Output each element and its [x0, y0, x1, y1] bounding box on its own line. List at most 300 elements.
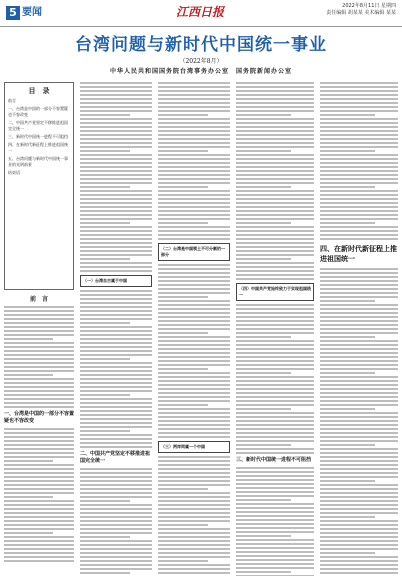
text-line [320, 332, 398, 334]
text-line [158, 214, 230, 216]
text-line [4, 520, 74, 522]
text-line [236, 400, 314, 402]
text-line [4, 370, 74, 372]
text-line [158, 380, 230, 382]
text-line [80, 154, 152, 156]
text-line [158, 556, 230, 558]
text-line [158, 280, 230, 282]
text-line [320, 564, 398, 566]
text-line [320, 130, 398, 132]
text-line [158, 484, 230, 486]
text-line [236, 316, 314, 318]
text-line [236, 86, 314, 88]
text-line [236, 515, 314, 517]
text-line [80, 560, 152, 562]
text-line [80, 366, 152, 368]
text-line [236, 138, 314, 140]
text-line [158, 82, 230, 84]
section-head: 二、中国共产党坚定不移推进祖国完全统一 [80, 451, 151, 464]
text-line [4, 394, 74, 396]
text-line [236, 523, 314, 525]
text-line [320, 480, 375, 482]
text-line [320, 280, 398, 282]
text-line [320, 214, 398, 216]
text-line [158, 360, 230, 362]
text-line [158, 396, 230, 398]
text-line [158, 388, 230, 390]
text-line [158, 304, 230, 306]
text-line [80, 130, 152, 132]
text-line [80, 442, 152, 444]
text-line [320, 432, 398, 434]
text-line [80, 214, 152, 216]
text-line [80, 426, 152, 428]
text-line [4, 504, 74, 506]
text-line [80, 210, 152, 212]
text-line [320, 222, 375, 224]
text-line [4, 548, 74, 550]
text-line [80, 568, 152, 570]
text-line [80, 504, 152, 506]
text-line [236, 360, 314, 362]
text-line [320, 400, 398, 402]
text-line [80, 422, 152, 424]
text-line [236, 114, 291, 116]
text-line [158, 186, 208, 188]
text-line [236, 278, 314, 280]
text-line [4, 512, 74, 514]
text-line [80, 218, 152, 220]
text-line [320, 424, 398, 426]
text-line [236, 238, 314, 240]
text-line [236, 412, 314, 414]
text-line [236, 262, 314, 264]
text-line [4, 378, 74, 380]
text-line [4, 310, 74, 312]
text-line [80, 572, 130, 574]
text-line [236, 214, 314, 216]
text-line [80, 254, 152, 256]
text-line [4, 330, 74, 332]
text-line [320, 492, 398, 494]
text-line [80, 394, 130, 396]
toc-item: 一、台湾是中国的一部分不容置疑也不容改变 [8, 106, 68, 117]
text-line [80, 536, 130, 538]
text-line [158, 210, 230, 212]
text-line [4, 552, 74, 554]
text-line [320, 500, 398, 502]
section-head: 一、台湾是中国的一部分不容置疑也不容改变 [4, 411, 74, 424]
text-line [80, 418, 152, 420]
text-line [320, 372, 375, 374]
column-1 [4, 306, 74, 576]
text-line [80, 146, 152, 148]
text-line [80, 434, 152, 436]
text-line [80, 122, 152, 124]
text-line [158, 178, 230, 180]
text-line [80, 338, 152, 340]
text-line [80, 370, 152, 372]
text-line [236, 547, 314, 549]
text-line [236, 444, 291, 446]
subsection-head: （二）台湾是中国领土不可分割的一部分 [158, 243, 230, 261]
text-line [80, 138, 152, 140]
text-line [158, 356, 230, 358]
text-line [80, 102, 152, 104]
text-line [236, 254, 314, 256]
text-line [158, 564, 230, 566]
text-line [320, 206, 398, 208]
text-line [158, 504, 230, 506]
text-line [236, 190, 314, 192]
text-line [320, 178, 398, 180]
article-issuer: 中华人民共和国国务院台湾事务办公室 国务院新闻办公室 [109, 68, 292, 75]
text-line [4, 448, 74, 450]
text-line [236, 258, 291, 260]
text-line [158, 98, 230, 100]
text-line [320, 420, 398, 422]
text-line [80, 206, 152, 208]
text-line [236, 380, 314, 382]
text-line [236, 182, 314, 184]
text-line [4, 500, 74, 502]
text-line [320, 110, 398, 112]
text-line [80, 524, 152, 526]
text-line [320, 106, 398, 108]
text-line [80, 314, 152, 316]
text-line [236, 495, 314, 497]
text-line [236, 388, 314, 390]
text-line [80, 516, 152, 518]
text-line [80, 484, 152, 486]
text-line [320, 174, 398, 176]
text-line [80, 118, 152, 120]
text-line [236, 344, 314, 346]
text-line [4, 544, 74, 546]
text-line [158, 202, 230, 204]
text-line [236, 487, 314, 489]
text-line [320, 146, 398, 148]
text-line [320, 86, 398, 88]
text-line [158, 146, 230, 148]
text-line [80, 186, 130, 188]
text-line [80, 334, 152, 336]
text-line [236, 82, 314, 84]
text-line [158, 432, 230, 434]
text-line [158, 312, 230, 314]
text-line [4, 540, 74, 542]
article-date: （2022年8月） [179, 58, 223, 65]
text-line [320, 532, 398, 534]
text-line [80, 98, 152, 100]
text-line [80, 532, 152, 534]
text-line [158, 320, 230, 322]
text-line [80, 508, 152, 510]
text-line [236, 162, 314, 164]
text-line [320, 504, 398, 506]
text-line [80, 346, 152, 348]
text-line [320, 392, 398, 394]
text-line [80, 126, 152, 128]
text-line [80, 500, 130, 502]
text-line [158, 332, 208, 334]
page-number: 5 [6, 6, 20, 20]
text-line [158, 158, 230, 160]
text-line [236, 234, 314, 236]
text-line [320, 134, 398, 136]
text-line [158, 412, 230, 414]
text-line [236, 348, 314, 350]
text-line [236, 174, 314, 176]
text-line [320, 162, 398, 164]
text-line [236, 416, 314, 418]
text-line [236, 194, 314, 196]
text-line [320, 496, 398, 498]
text-line [4, 406, 74, 408]
text-line [4, 472, 74, 474]
text-line [4, 508, 74, 510]
text-line [320, 484, 398, 486]
text-line [236, 575, 314, 576]
text-line [80, 294, 152, 296]
text-line [4, 532, 53, 534]
text-line [236, 448, 314, 450]
text-line [158, 218, 230, 220]
text-line [158, 376, 230, 378]
text-line [80, 266, 152, 268]
text-line [320, 356, 398, 358]
text-line [4, 362, 74, 364]
text-line [80, 512, 152, 514]
text-line [158, 226, 230, 228]
text-line [158, 500, 230, 502]
text-line [4, 560, 74, 562]
text-line [80, 82, 152, 84]
date-line-1: 2022年8月11日 星期四 [342, 3, 396, 9]
text-line [236, 499, 291, 501]
text-line [236, 106, 314, 108]
text-line [80, 226, 152, 228]
text-line [4, 492, 74, 494]
text-line [320, 556, 398, 558]
text-line [320, 364, 398, 366]
text-line [236, 467, 314, 469]
text-line [320, 114, 375, 116]
text-line [320, 468, 398, 470]
text-line [236, 471, 314, 473]
text-line [320, 412, 398, 414]
text-line [236, 356, 314, 358]
text-line [320, 336, 375, 338]
text-line [4, 322, 74, 324]
text-line [4, 452, 74, 454]
text-line [158, 344, 230, 346]
text-line [236, 312, 314, 314]
text-line [320, 560, 398, 562]
text-line [320, 540, 398, 542]
text-line [4, 524, 74, 526]
text-line [320, 376, 398, 378]
text-line [236, 266, 314, 268]
text-line [320, 568, 398, 570]
text-line [158, 324, 230, 326]
text-line [158, 300, 230, 302]
text-line [236, 110, 314, 112]
text-line [80, 318, 152, 320]
text-line [320, 284, 398, 286]
text-line [158, 540, 230, 542]
text-line [158, 348, 230, 350]
column-2 [80, 82, 152, 576]
text-line [80, 330, 152, 332]
text-line [320, 276, 398, 278]
text-line [4, 306, 74, 308]
text-line [236, 324, 314, 326]
newspaper-logo: 江西日报 [176, 5, 225, 19]
text-line [80, 552, 152, 554]
text-line [158, 536, 230, 538]
text-line [158, 520, 230, 522]
text-line [236, 154, 314, 156]
text-line [4, 346, 74, 348]
text-line [4, 456, 74, 458]
text-line [158, 308, 230, 310]
text-line [320, 154, 398, 156]
text-line [158, 142, 230, 144]
text-line [158, 372, 230, 374]
text-line [320, 150, 375, 152]
text-line [158, 194, 230, 196]
text-line [80, 174, 152, 176]
text-line [320, 292, 398, 294]
text-line [80, 544, 152, 546]
text-line [236, 340, 314, 342]
text-line [236, 226, 314, 228]
text-line [158, 114, 208, 116]
text-line [320, 170, 398, 172]
text-line [80, 106, 152, 108]
text-line [80, 90, 152, 92]
text-line [320, 126, 398, 128]
text-line [4, 326, 74, 328]
text-line [158, 472, 230, 474]
text-line [158, 496, 230, 498]
text-line [4, 528, 74, 530]
text-line [4, 366, 74, 368]
text-line [320, 384, 398, 386]
text-line [236, 250, 314, 252]
text-line [80, 472, 152, 474]
text-line [320, 210, 398, 212]
text-line [158, 408, 230, 410]
text-line [80, 134, 152, 136]
text-line [4, 516, 74, 518]
text-line [320, 408, 375, 410]
toc-item: 前言 [8, 98, 16, 103]
text-line [236, 452, 314, 454]
text-line [80, 548, 152, 550]
text-line [320, 416, 398, 418]
text-line [236, 408, 291, 410]
text-line [80, 290, 152, 292]
text-line [4, 464, 74, 466]
text-line [320, 444, 375, 446]
text-line [158, 238, 230, 240]
text-line [4, 444, 74, 446]
text-line [80, 382, 152, 384]
text-line [236, 150, 291, 152]
text-line [236, 352, 314, 354]
text-line [80, 238, 152, 240]
text-line [80, 378, 152, 380]
toc-item: 二、中国共产党坚定不移推进祖国完全统一 [8, 120, 68, 131]
table-of-contents [4, 82, 74, 290]
text-line [4, 488, 74, 490]
text-line [236, 404, 314, 406]
text-line [320, 448, 398, 450]
text-line [320, 194, 398, 196]
toc-item: 四、在新时代新征程上推进祖国统一 [8, 142, 68, 153]
text-line [80, 492, 152, 494]
text-line [158, 464, 230, 466]
text-line [158, 166, 230, 168]
text-line [4, 432, 74, 434]
text-line [80, 178, 152, 180]
text-line [80, 158, 152, 160]
subsection-head: （三）两岸同属一个中国 [158, 441, 230, 453]
text-line [80, 480, 152, 482]
text-line [80, 234, 152, 236]
date-line-2: 责任编辑 胡某某 美术编辑 某某 [326, 10, 396, 16]
text-line [158, 154, 230, 156]
text-line [236, 551, 314, 553]
text-line [158, 392, 230, 394]
text-line [158, 106, 230, 108]
text-line [320, 226, 398, 228]
text-line [158, 508, 230, 510]
text-line [320, 548, 398, 550]
text-line [236, 336, 291, 338]
text-line [4, 428, 74, 430]
text-line [158, 118, 230, 120]
text-line [320, 396, 398, 398]
text-line [158, 336, 230, 338]
text-line [158, 368, 208, 370]
text-line [80, 242, 152, 244]
text-line [80, 354, 152, 356]
text-line [320, 198, 398, 200]
text-line [158, 90, 230, 92]
text-line [236, 222, 291, 224]
text-line [80, 142, 152, 144]
text-line [236, 519, 314, 521]
text-line [320, 436, 398, 438]
text-line [320, 340, 398, 342]
article-headline: 台湾问题与新时代中国统一事业 [75, 35, 327, 55]
text-line [236, 142, 314, 144]
text-line [320, 316, 398, 318]
text-line [236, 483, 314, 485]
text-line [158, 544, 230, 546]
text-line [80, 402, 152, 404]
text-line [320, 508, 398, 510]
text-line [236, 539, 314, 541]
text-line [320, 158, 398, 160]
text-line [320, 460, 398, 462]
text-line [158, 340, 230, 342]
text-line [236, 571, 291, 573]
text-line [158, 122, 230, 124]
